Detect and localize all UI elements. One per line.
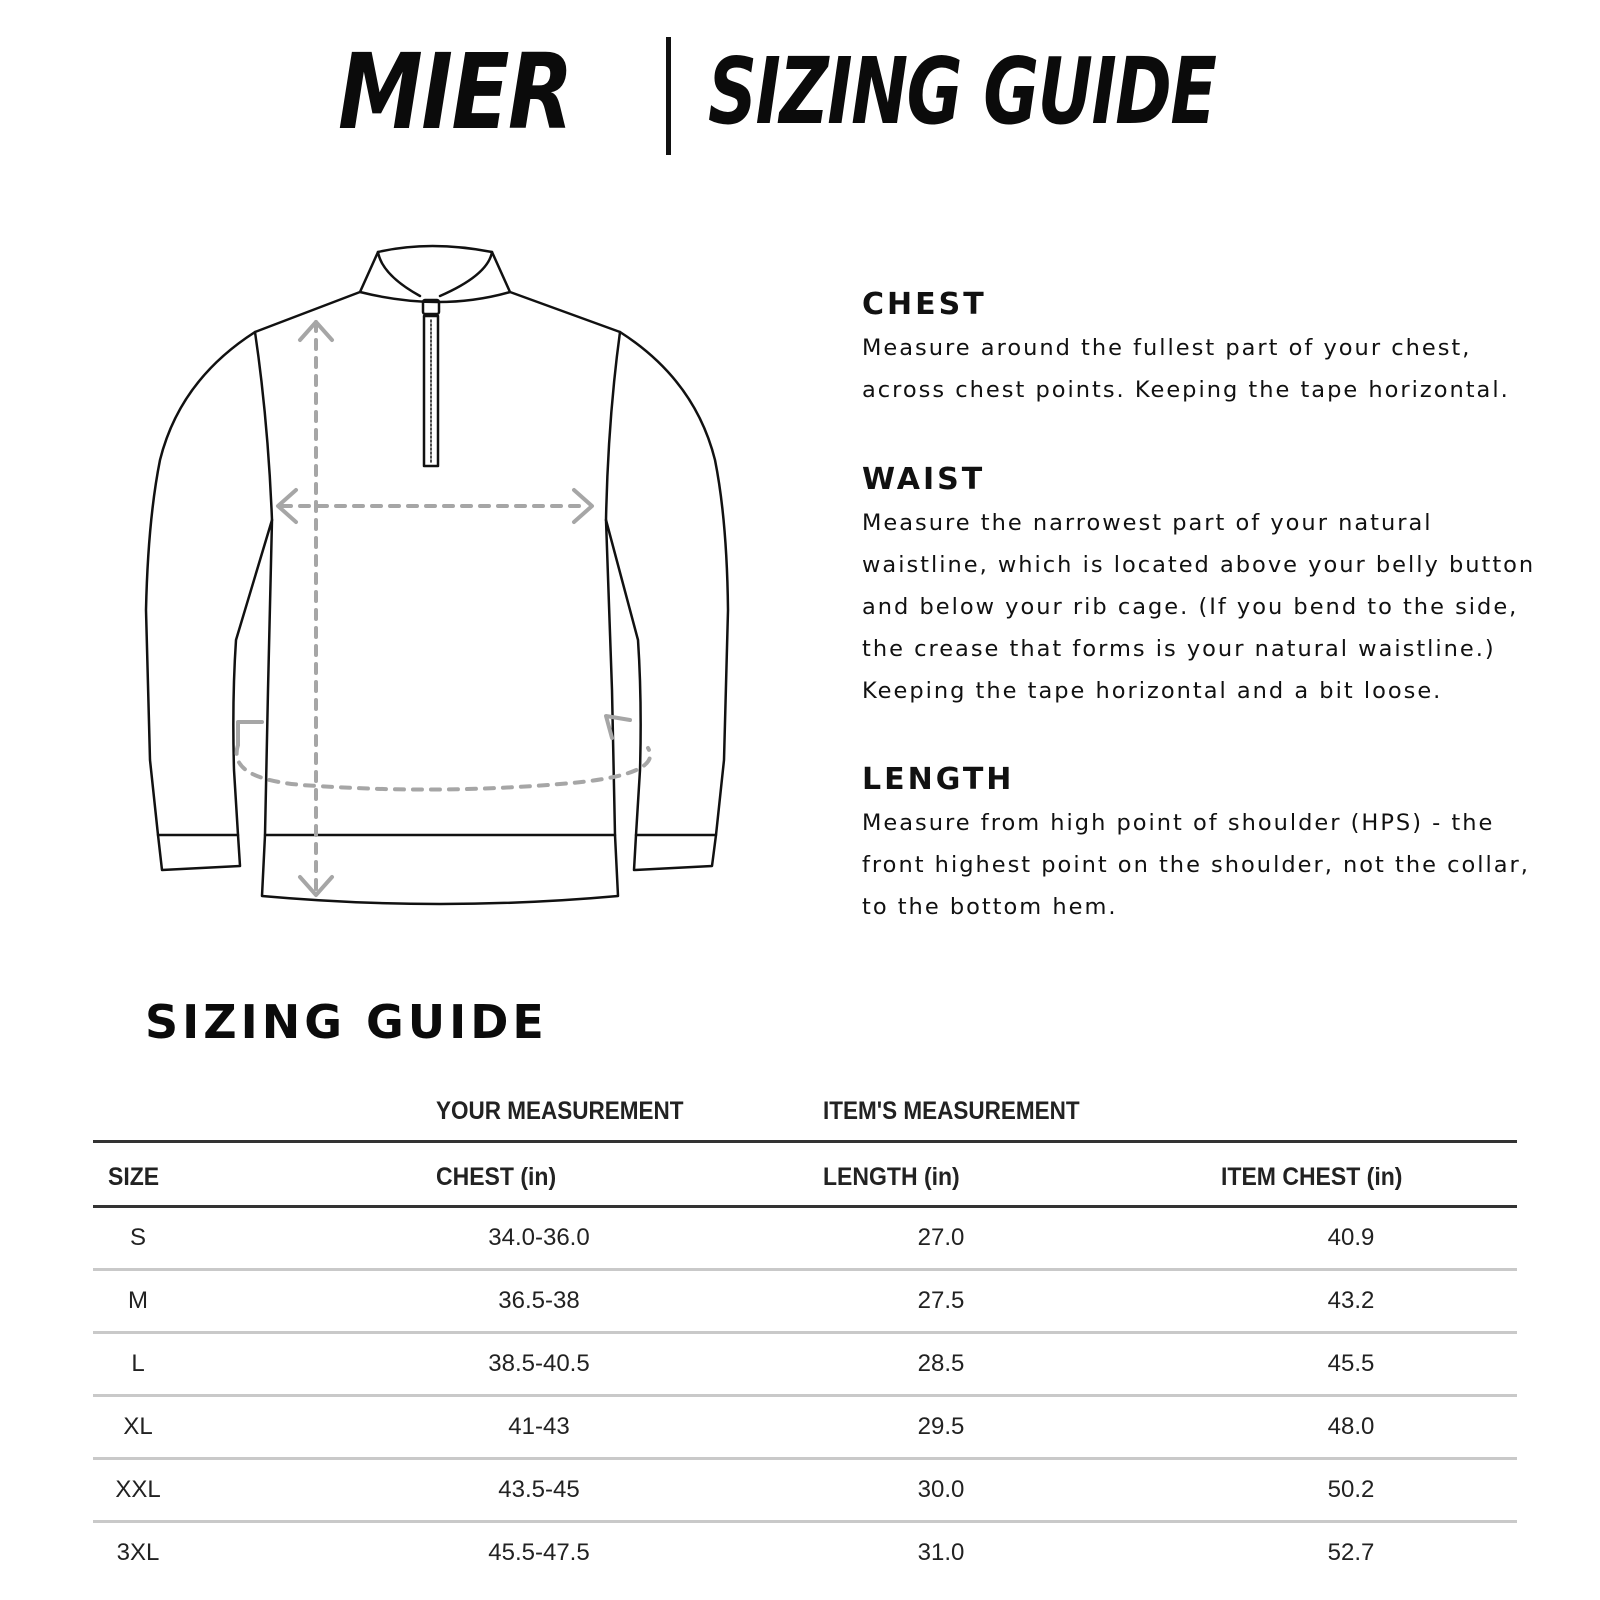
item-chest-cell: 40.9 bbox=[1327, 1224, 1375, 1251]
length-section bbox=[862, 762, 1582, 928]
length-heading: LENGTH bbox=[862, 762, 1015, 797]
table-row bbox=[93, 1397, 1517, 1460]
collar-inner bbox=[378, 252, 492, 296]
length-cell: 28.5 bbox=[917, 1350, 965, 1377]
left-sleeve-outline bbox=[146, 332, 272, 835]
table-row bbox=[93, 1208, 1517, 1271]
item-chest-cell: 45.5 bbox=[1327, 1350, 1375, 1377]
chest-cell: 41-43 bbox=[508, 1413, 570, 1440]
length-description: Measure from high point of shoulder (HPS) - the front highest point on the shoulder, not the collar, to the bottom hem. bbox=[862, 810, 1530, 920]
length-cell: 27.5 bbox=[917, 1287, 965, 1314]
length-cell: 30.0 bbox=[917, 1476, 965, 1503]
column-header-chest: CHEST (in) bbox=[436, 1163, 557, 1191]
table-row bbox=[93, 1523, 1517, 1586]
column-header-size: SIZE bbox=[108, 1163, 160, 1191]
length-cell: 31.0 bbox=[917, 1539, 965, 1566]
chest-cell: 36.5-38 bbox=[498, 1287, 580, 1314]
size-cell: XL bbox=[123, 1413, 153, 1440]
right-cuff bbox=[634, 835, 716, 870]
left-cuff bbox=[158, 835, 240, 870]
sweatshirt-illustration bbox=[130, 240, 750, 930]
brand-logo: MIER bbox=[338, 31, 572, 153]
waist-section bbox=[862, 462, 1582, 712]
column-header-item-chest: ITEM CHEST (in) bbox=[1221, 1163, 1403, 1191]
size-cell: S bbox=[129, 1224, 146, 1251]
item-chest-cell: 52.7 bbox=[1327, 1539, 1375, 1566]
chest-section bbox=[862, 287, 1582, 411]
items-measurement-label: ITEM'S MEASUREMENT bbox=[823, 1097, 1080, 1125]
collar-outline bbox=[360, 246, 510, 302]
header-divider bbox=[666, 37, 671, 155]
table-title: SIZING GUIDE bbox=[145, 995, 548, 1049]
chest-heading: CHEST bbox=[862, 287, 987, 322]
chest-cell: 34.0-36.0 bbox=[488, 1224, 590, 1251]
page-title: SIZING GUIDE bbox=[708, 38, 1216, 145]
item-chest-cell: 50.2 bbox=[1327, 1476, 1375, 1503]
table-top-rule bbox=[93, 1140, 1517, 1143]
chest-cell: 38.5-40.5 bbox=[488, 1350, 590, 1377]
length-cell: 29.5 bbox=[917, 1413, 965, 1440]
item-chest-cell: 43.2 bbox=[1327, 1287, 1375, 1314]
table-row bbox=[93, 1460, 1517, 1523]
your-measurement-label: YOUR MEASUREMENT bbox=[436, 1097, 684, 1125]
size-cell: M bbox=[128, 1287, 148, 1314]
right-sleeve-outline bbox=[606, 332, 728, 835]
page-header bbox=[0, 30, 1600, 165]
column-header-length: LENGTH (in) bbox=[823, 1163, 960, 1191]
table-row bbox=[93, 1334, 1517, 1397]
size-cell: L bbox=[131, 1350, 145, 1377]
size-cell: 3XL bbox=[116, 1539, 160, 1566]
waist-description: Measure the narrowest part of your natural waistline, which is located above your belly button and below your rib cage. (If you bend to the side, the crease that forms is your natural waistline.) Keeping the tape horizontal and a bit loose. bbox=[862, 510, 1536, 704]
length-cell: 27.0 bbox=[917, 1224, 965, 1251]
chest-cell: 43.5-45 bbox=[498, 1476, 580, 1503]
waist-guide-line bbox=[237, 745, 651, 790]
waist-heading: WAIST bbox=[862, 462, 986, 497]
size-cell: XXL bbox=[115, 1476, 161, 1503]
table-row bbox=[93, 1271, 1517, 1334]
chest-description: Measure around the fullest part of your chest, across chest points. Keeping the tape horizontal. bbox=[862, 335, 1510, 403]
item-chest-cell: 48.0 bbox=[1327, 1413, 1375, 1440]
chest-cell: 45.5-47.5 bbox=[488, 1539, 590, 1566]
waist-arrow-right bbox=[606, 716, 630, 738]
waist-arrow-left bbox=[238, 722, 262, 745]
